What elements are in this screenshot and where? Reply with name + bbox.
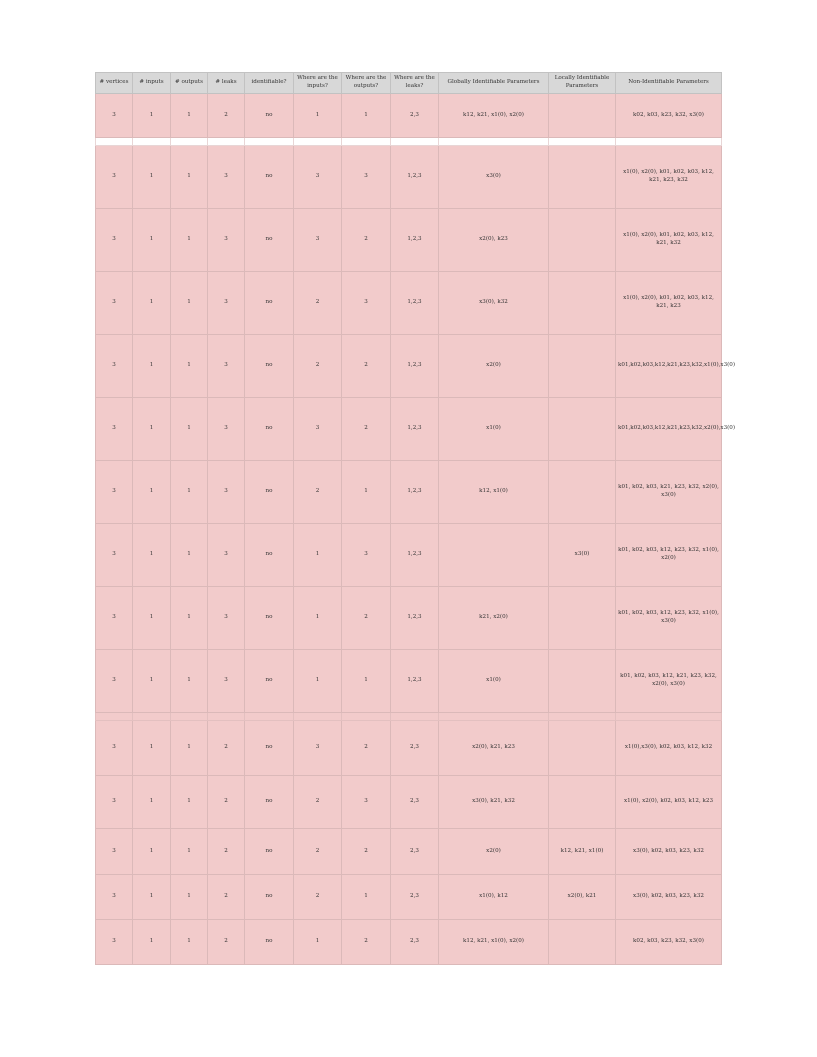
cell-input-locations: 2 (294, 272, 342, 335)
cell-output-locations: 3 (342, 272, 391, 335)
cell-locally-identifiable (549, 587, 616, 650)
cell-leaks: 3 (208, 398, 245, 461)
cell-input-locations: 1 (294, 650, 342, 713)
cell-identifiable: no (245, 920, 294, 965)
cell-leaks: 3 (208, 335, 245, 398)
cell-leaks: 2 (208, 721, 245, 776)
table-row (96, 776, 722, 829)
cell-leak-locations: 1,2,3 (391, 398, 439, 461)
cell-inputs: 1 (133, 94, 171, 138)
cell-vertices: 3 (96, 875, 133, 920)
header-leaks: # leaks (208, 73, 245, 94)
cell-output-locations: 2 (342, 209, 391, 272)
cell-locally-identifiable: x2(0), k21 (549, 875, 616, 920)
cell-input-locations: 1 (294, 94, 342, 138)
cell-input-locations: 2 (294, 829, 342, 875)
cell-leak-locations: 2,3 (391, 721, 439, 776)
cell-output-locations: 2 (342, 920, 391, 965)
cell-leaks: 3 (208, 272, 245, 335)
cell-leak-locations: 2,3 (391, 94, 439, 138)
table-row (96, 94, 722, 138)
cell-inputs: 1 (133, 335, 171, 398)
spacer-cell (439, 713, 549, 721)
cell-globally-identifiable: x2(0), k23 (439, 209, 549, 272)
cell-globally-identifiable: x3(0) (439, 146, 549, 209)
cell-globally-identifiable: x3(0), k21, k32 (439, 776, 549, 829)
table-row (96, 272, 722, 335)
cell-outputs: 1 (171, 587, 208, 650)
cell-leaks: 3 (208, 524, 245, 587)
cell-output-locations: 1 (342, 875, 391, 920)
cell-locally-identifiable (549, 335, 616, 398)
cell-input-locations: 1 (294, 587, 342, 650)
cell-locally-identifiable (549, 650, 616, 713)
cell-globally-identifiable: k12, x1(0) (439, 461, 549, 524)
cell-inputs: 1 (133, 146, 171, 209)
cell-inputs: 1 (133, 587, 171, 650)
table-body (96, 94, 736, 965)
cell-inputs: 1 (133, 776, 171, 829)
cell-leak-locations: 2,3 (391, 829, 439, 875)
spacer-cell (171, 713, 208, 721)
cell-inputs: 1 (133, 875, 171, 920)
header-output-locations: Where are the outputs? (342, 73, 391, 94)
cell-identifiable: no (245, 146, 294, 209)
table-row (96, 920, 722, 965)
cell-outputs: 1 (171, 776, 208, 829)
cell-output-locations: 2 (342, 829, 391, 875)
table-row (96, 461, 722, 524)
cell-inputs: 1 (133, 524, 171, 587)
cell-globally-identifiable: x2(0) (439, 335, 549, 398)
cell-leak-locations: 1,2,3 (391, 146, 439, 209)
cell-locally-identifiable: k12, k21, x1(0) (549, 829, 616, 875)
cell-outputs: 1 (171, 94, 208, 138)
cell-output-locations: 3 (342, 524, 391, 587)
spacer-cell (133, 138, 171, 146)
cell-globally-identifiable: x3(0), k32 (439, 272, 549, 335)
cell-identifiable: no (245, 650, 294, 713)
cell-identifiable: no (245, 524, 294, 587)
cell-leaks: 3 (208, 209, 245, 272)
cell-input-locations: 2 (294, 335, 342, 398)
cell-leaks: 2 (208, 94, 245, 138)
spacer-row (96, 713, 722, 721)
cell-identifiable: no (245, 272, 294, 335)
cell-leaks: 3 (208, 461, 245, 524)
spacer-cell (96, 713, 133, 721)
cell-identifiable: no (245, 776, 294, 829)
cell-output-locations: 3 (342, 776, 391, 829)
spacer-cell (208, 138, 245, 146)
header-vertices: # vertices (96, 73, 133, 94)
cell-leak-locations: 1,2,3 (391, 209, 439, 272)
cell-non-identifiable: x1(0), x2(0), k01, k02, k03, k12, k21, k32 (616, 209, 722, 272)
header-non-identifiable: Non-Identifiable Parameters (616, 73, 722, 94)
cell-identifiable: no (245, 829, 294, 875)
cell-non-identifiable: x1(0), x2(0), k01, k02, k03, k12, k21, k23 (616, 272, 722, 335)
header-row (96, 73, 722, 94)
cell-vertices: 3 (96, 920, 133, 965)
cell-inputs: 1 (133, 209, 171, 272)
cell-output-locations: 1 (342, 94, 391, 138)
table-row (96, 587, 722, 650)
cell-input-locations: 3 (294, 398, 342, 461)
cell-identifiable: no (245, 209, 294, 272)
cell-identifiable: no (245, 94, 294, 138)
cell-non-identifiable: x3(0), k02, k03, k23, k32 (616, 829, 722, 875)
cell-inputs: 1 (133, 920, 171, 965)
cell-output-locations: 3 (342, 146, 391, 209)
cell-identifiable: no (245, 587, 294, 650)
cell-non-identifiable: k02, k03, k23, k32, x3(0) (616, 94, 722, 138)
header-outputs: # outputs (171, 73, 208, 94)
header-inputs: # inputs (133, 73, 171, 94)
spacer-cell (391, 713, 439, 721)
cell-outputs: 1 (171, 875, 208, 920)
cell-globally-identifiable: x1(0), k12 (439, 875, 549, 920)
cell-leaks: 3 (208, 587, 245, 650)
cell-output-locations: 2 (342, 587, 391, 650)
cell-leak-locations: 1,2,3 (391, 272, 439, 335)
cell-vertices: 3 (96, 721, 133, 776)
cell-vertices: 3 (96, 776, 133, 829)
spacer-cell (342, 713, 391, 721)
spacer-cell (208, 713, 245, 721)
cell-globally-identifiable: k12, k21, x1(0), x2(0) (439, 920, 549, 965)
cell-vertices: 3 (96, 209, 133, 272)
cell-globally-identifiable: k12, k21, x1(0), x2(0) (439, 94, 549, 138)
cell-outputs: 1 (171, 146, 208, 209)
cell-vertices: 3 (96, 272, 133, 335)
cell-outputs: 1 (171, 209, 208, 272)
cell-non-identifiable: k01, k02, k03, k21, k23, k32, x2(0), x3(0) (616, 461, 722, 524)
spacer-cell (245, 138, 294, 146)
cell-vertices: 3 (96, 587, 133, 650)
table-row (96, 209, 722, 272)
spacer-cell (549, 713, 616, 721)
cell-input-locations: 2 (294, 875, 342, 920)
cell-outputs: 1 (171, 272, 208, 335)
cell-globally-identifiable: k21, x2(0) (439, 587, 549, 650)
cell-outputs: 1 (171, 524, 208, 587)
cell-vertices: 3 (96, 829, 133, 875)
table-row (96, 650, 722, 713)
cell-leak-locations: 1,2,3 (391, 650, 439, 713)
cell-locally-identifiable (549, 920, 616, 965)
cell-globally-identifiable: x1(0) (439, 650, 549, 713)
cell-non-identifiable: k01, k02, k03, k12, k23, k32, x1(0), x3(0) (616, 587, 722, 650)
cell-vertices: 3 (96, 650, 133, 713)
cell-input-locations: 1 (294, 920, 342, 965)
cell-outputs: 1 (171, 829, 208, 875)
cell-non-identifiable: x1(0),x3(0), k02, k03, k12, k32 (616, 721, 722, 776)
cell-globally-identifiable: x1(0) (439, 398, 549, 461)
table-row (96, 875, 722, 920)
cell-leak-locations: 1,2,3 (391, 335, 439, 398)
cell-outputs: 1 (171, 398, 208, 461)
cell-outputs: 1 (171, 461, 208, 524)
cell-inputs: 1 (133, 829, 171, 875)
cell-identifiable: no (245, 721, 294, 776)
cell-input-locations: 3 (294, 146, 342, 209)
cell-globally-identifiable: x2(0), k21, k23 (439, 721, 549, 776)
cell-input-locations: 3 (294, 209, 342, 272)
cell-non-identifiable: k02, k03, k23, k32, x3(0) (616, 920, 722, 965)
spacer-cell (391, 138, 439, 146)
cell-leaks: 3 (208, 146, 245, 209)
cell-leak-locations: 1,2,3 (391, 461, 439, 524)
cell-inputs: 1 (133, 650, 171, 713)
spacer-cell (245, 713, 294, 721)
cell-leak-locations: 1,2,3 (391, 587, 439, 650)
header-locally-identifiable: Locally Identifiable Parameters (549, 73, 616, 94)
header-leak-locations: Where are the leaks? (391, 73, 439, 94)
cell-vertices: 3 (96, 146, 133, 209)
cell-leak-locations: 2,3 (391, 875, 439, 920)
cell-leaks: 2 (208, 875, 245, 920)
cell-leak-locations: 2,3 (391, 920, 439, 965)
cell-input-locations: 1 (294, 524, 342, 587)
cell-input-locations: 3 (294, 721, 342, 776)
cell-identifiable: no (245, 335, 294, 398)
spacer-row (96, 138, 722, 146)
cell-globally-identifiable: x2(0) (439, 829, 549, 875)
spacer-cell (294, 713, 342, 721)
cell-inputs: 1 (133, 461, 171, 524)
cell-input-locations: 2 (294, 776, 342, 829)
cell-locally-identifiable (549, 146, 616, 209)
table-row (96, 524, 722, 587)
spacer-cell (133, 713, 171, 721)
cell-inputs: 1 (133, 272, 171, 335)
cell-locally-identifiable (549, 94, 616, 138)
header-globally-identifiable: Globally Identifiable Parameters (439, 73, 549, 94)
cell-non-identifiable: x3(0), k02, k03, k23, k32 (616, 875, 722, 920)
cell-output-locations: 1 (342, 461, 391, 524)
spacer-cell (616, 713, 722, 721)
table-row (96, 398, 722, 461)
cell-input-locations: 2 (294, 461, 342, 524)
spacer-cell (171, 138, 208, 146)
cell-vertices: 3 (96, 461, 133, 524)
spacer-cell (616, 138, 722, 146)
cell-leak-locations: 1,2,3 (391, 524, 439, 587)
cell-vertices: 3 (96, 398, 133, 461)
cell-inputs: 1 (133, 721, 171, 776)
cell-leaks: 2 (208, 829, 245, 875)
table-row (96, 829, 722, 875)
table-row (96, 721, 722, 776)
cell-leaks: 2 (208, 920, 245, 965)
header-identifiable: identifiable? (245, 73, 294, 94)
cell-globally-identifiable (439, 524, 549, 587)
cell-non-identifiable: k01, k02, k03, k12, k23, k32, x1(0), x2(0) (616, 524, 722, 587)
cell-output-locations: 2 (342, 335, 391, 398)
spacer-cell (439, 138, 549, 146)
cell-locally-identifiable (549, 776, 616, 829)
cell-identifiable: no (245, 461, 294, 524)
cell-output-locations: 1 (342, 650, 391, 713)
cell-output-locations: 2 (342, 721, 391, 776)
cell-outputs: 1 (171, 721, 208, 776)
cell-locally-identifiable (549, 721, 616, 776)
cell-locally-identifiable (549, 209, 616, 272)
cell-locally-identifiable (549, 398, 616, 461)
cell-locally-identifiable: x3(0) (549, 524, 616, 587)
cell-non-identifiable: k01,k02,k03,k12,k21,k23,k32,x1(0),x3(0) (616, 335, 722, 398)
cell-identifiable: no (245, 875, 294, 920)
table-row (96, 146, 722, 209)
table-row (96, 335, 722, 398)
cell-outputs: 1 (171, 335, 208, 398)
spacer-cell (96, 138, 133, 146)
identifiability-table (95, 72, 736, 965)
cell-non-identifiable: x1(0), x2(0), k01, k02, k03, k12, k21, k23, k32 (616, 146, 722, 209)
cell-non-identifiable: x1(0), x2(0), k02, k03, k12, k23 (616, 776, 722, 829)
cell-identifiable: no (245, 398, 294, 461)
cell-inputs: 1 (133, 398, 171, 461)
spacer-cell (342, 138, 391, 146)
spacer-cell (294, 138, 342, 146)
cell-outputs: 1 (171, 920, 208, 965)
cell-locally-identifiable (549, 272, 616, 335)
cell-vertices: 3 (96, 94, 133, 138)
cell-outputs: 1 (171, 650, 208, 713)
cell-non-identifiable: k01,k02,k03,k12,k21,k23,k32,x2(0),x3(0) (616, 398, 722, 461)
cell-vertices: 3 (96, 524, 133, 587)
cell-locally-identifiable (549, 461, 616, 524)
cell-non-identifiable: k01, k02, k03, k12, k21, k23, k32, x2(0), x3(0) (616, 650, 722, 713)
cell-leaks: 2 (208, 776, 245, 829)
spacer-cell (549, 138, 616, 146)
cell-output-locations: 2 (342, 398, 391, 461)
header-input-locations: Where are the inputs? (294, 73, 342, 94)
cell-vertices: 3 (96, 335, 133, 398)
cell-leaks: 3 (208, 650, 245, 713)
cell-leak-locations: 2,3 (391, 776, 439, 829)
